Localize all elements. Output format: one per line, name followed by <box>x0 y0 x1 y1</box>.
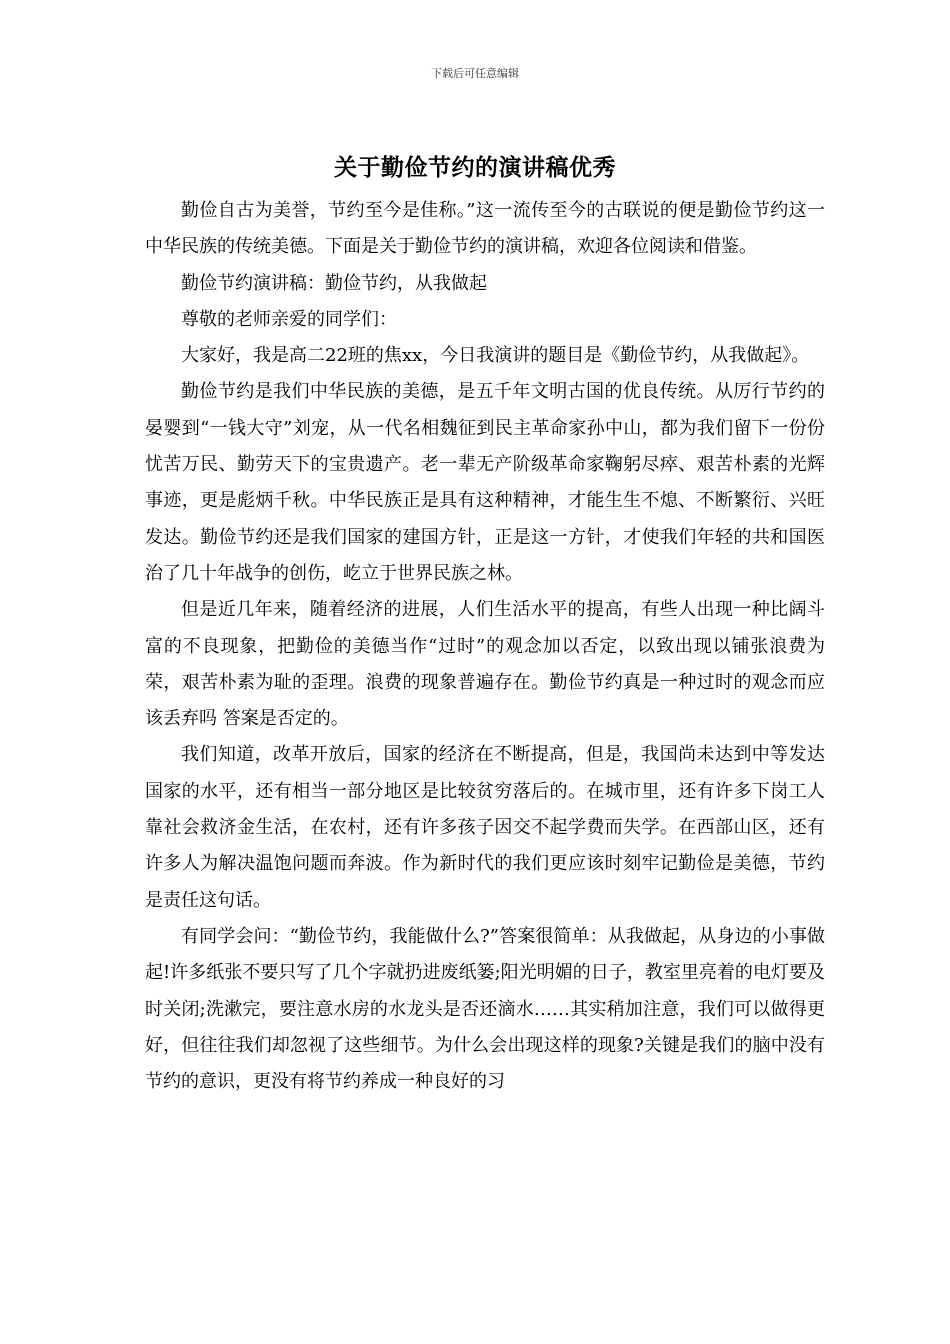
document-body <box>145 193 825 1100</box>
paragraph-greeting: 大家好，我是高二22班的焦xx，今日我演讲的题目是《勤俭节约，从我做起》。 <box>181 345 810 367</box>
paragraph-speech-title: 勤俭节约演讲稿：勤俭节约，从我做起 <box>181 272 487 294</box>
paragraph-intro: 勤俭自古为美誉，节约至今是佳称。”这一流传至今的古联说的便是勤俭节约这一中华民族的传统美德。下面是关于勤俭节约的演讲稿，欢迎各位阅读和借鉴。 <box>145 200 825 258</box>
paragraph-waste: 但是近几年来，随着经济的进展，人们生活水平的提高，有些人出现一种比阔斗富的不良现象，把勤俭的美德当作“过时”的观念加以否定，以致出现以铺张浪费为荣，艰苦朴素为耻的歪理。浪费的现象普遍存在。勤俭节约真是一种过时的观念而应该丢弃吗 答案是否定的。 <box>145 599 825 730</box>
paragraph-economy: 我们知道，改革开放后，国家的经济在不断提高，但是，我国尚未达到中等发达国家的水平，还有相当一部分地区是比较贫穷落后的。在城市里，还有许多下岗工人靠社会救济金生活，在农村，还有许多孩子因交不起学费而失学。在西部山区，还有许多人为解决温饱问题而奔波。作为新时代的我们更应该时刻牢记勤俭是美德，节约是责任这句话。 <box>145 744 825 911</box>
paragraph-salutation: 尊敬的老师亲爱的同学们： <box>181 308 397 330</box>
document-title: 关于勤俭节约的演讲稿优秀 <box>334 154 616 181</box>
paragraph-virtue: 勤俭节约是我们中华民族的美德，是五千年文明古国的优良传统。从厉行节约的晏婴到“一钱大守”刘宠，从一代名相魏征到民主革命家孙中山，都为我们留下一份份忧苦万民、勤劳天下的宝贵遗产。老一辈无产阶级革命家鞠躬尽瘁、艰苦朴素的光辉事迹，更是彪炳千秋。中华民族正是具有这种精神，才能生生不熄、不断繁衍、兴旺发达。勤俭节约还是我们国家的建国方针，正是这一方针，才使我们年轻的共和国医治了几十年战争的创伤，屹立于世界民族之林。 <box>145 381 825 584</box>
header-note: 下载后可任意编辑 <box>431 67 519 80</box>
paragraph-action: 有同学会问：“勤俭节约，我能做什么?”答案很简单：从我做起，从身边的小事做起!许多纸张不要只写了几个字就扔进废纸篓;阳光明媚的日子，教室里亮着的电灯要及时关闭;洗漱完，要注意水房的水龙头是否还滴水……其实稍加注意，我们可以做得更好，但往往我们却忽视了这些细节。为什么会出现这样的现象?关键是我们的脑中没有节约的意识，更没有将节约养成一种良好的习 <box>145 925 825 1093</box>
